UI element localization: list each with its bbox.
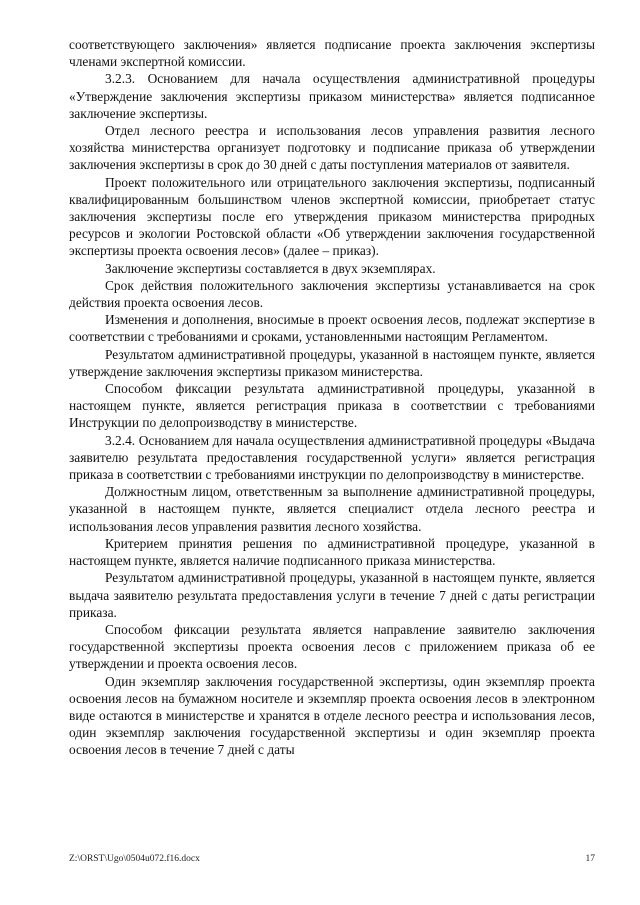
paragraph: Отдел лесного реестра и использования лесов управления развития лесного хозяйства министерства организует подготовку и подписание приказа об утверждении заключения экспертизы в срок до 30 дней с даты поступления материалов от заявителя.	[69, 123, 595, 173]
paragraph: Должностным лицом, ответственным за выполнение административной процедуры, указанной в настоящем пункте, является специалист отдела лесного реестра и использования лесов управления развития лесного хозяйства.	[69, 484, 595, 534]
document-body	[69, 36, 595, 759]
paragraph: Критерием принятия решения по административной процедуре, указанной в настоящем пункте, является наличие подписанного приказа министерства.	[69, 535, 595, 569]
paragraph: Изменения и дополнения, вносимые в проект освоения лесов, подлежат экспертизе в соответствии с требованиями и сроками, установленными настоящим Регламентом.	[69, 312, 595, 345]
paragraph: Результатом административной процедуры, указанной в настоящем пункте, является утверждение заключения экспертизы приказом министерства.	[69, 346, 595, 379]
paragraph: Способом фиксации результата является направление заявителю заключения государственной экспертизы проекта освоения лесов с приложением приказа об ее утверждении и проекта освоения лесов.	[69, 621, 595, 672]
paragraph: 3.2.4. Основанием для начала осуществления административной процедуры «Выдача заявителю результата предоставления государственной услуги» является регистрация приказа в соответствии с требованиями инструкции по делопроизводству в министерстве.	[69, 432, 595, 483]
paragraph: Заключение экспертизы составляется в двух экземплярах.	[105, 260, 436, 276]
file-path: Z:\ORST\Ugo\0504u072.f16.docx	[69, 854, 200, 864]
paragraph: Результатом административной процедуры, указанной в настоящем пункте, является выдача заявителю результата предоставления услуги в течение 7 дней с даты регистрации приказа.	[69, 570, 595, 620]
paragraph: Срок действия положительного заключения экспертизы устанавливается на срок действия проекта освоения лесов.	[69, 277, 595, 311]
page-number: 17	[585, 854, 595, 864]
paragraph: Один экземпляр заключения государственной экспертизы, один экземпляр проекта освоения лесов на бумажном носителе и экземпляр проекта освоения лесов в электронном виде остаются в министерстве и хранятся в отделе лесного реестра и использования лесов, один экземпляр заключения государственной экспертизы и один экземпляр проекта освоения лесов в течение 7 дней с даты	[69, 673, 595, 758]
paragraph: соответствующего заключения» является подписание проекта заключения экспертизы членами экспертной комиссии.	[69, 37, 595, 70]
paragraph: Проект положительного или отрицательного заключения экспертизы, подписанный квалифицированным большинством членов экспертной комиссии, приобретает статус заключения экспертизы после его утверждения приказом министерства природных ресурсов и экологии Ростовской области «Об утверждении заключения государственной экспертизы проекта освоения лесов» (далее – приказ).	[69, 174, 595, 259]
paragraph: Способом фиксации результата административной процедуры, указанной в настоящем пункте, является регистрация приказа в соответствии с требованиями Инструкции по делопроизводству в министерстве.	[69, 381, 595, 431]
paragraph: 3.2.3. Основанием для начала осуществления административной процедуры «Утверждение заключения экспертизы приказом министерства» является подписанное заключение экспертизы.	[69, 71, 595, 121]
